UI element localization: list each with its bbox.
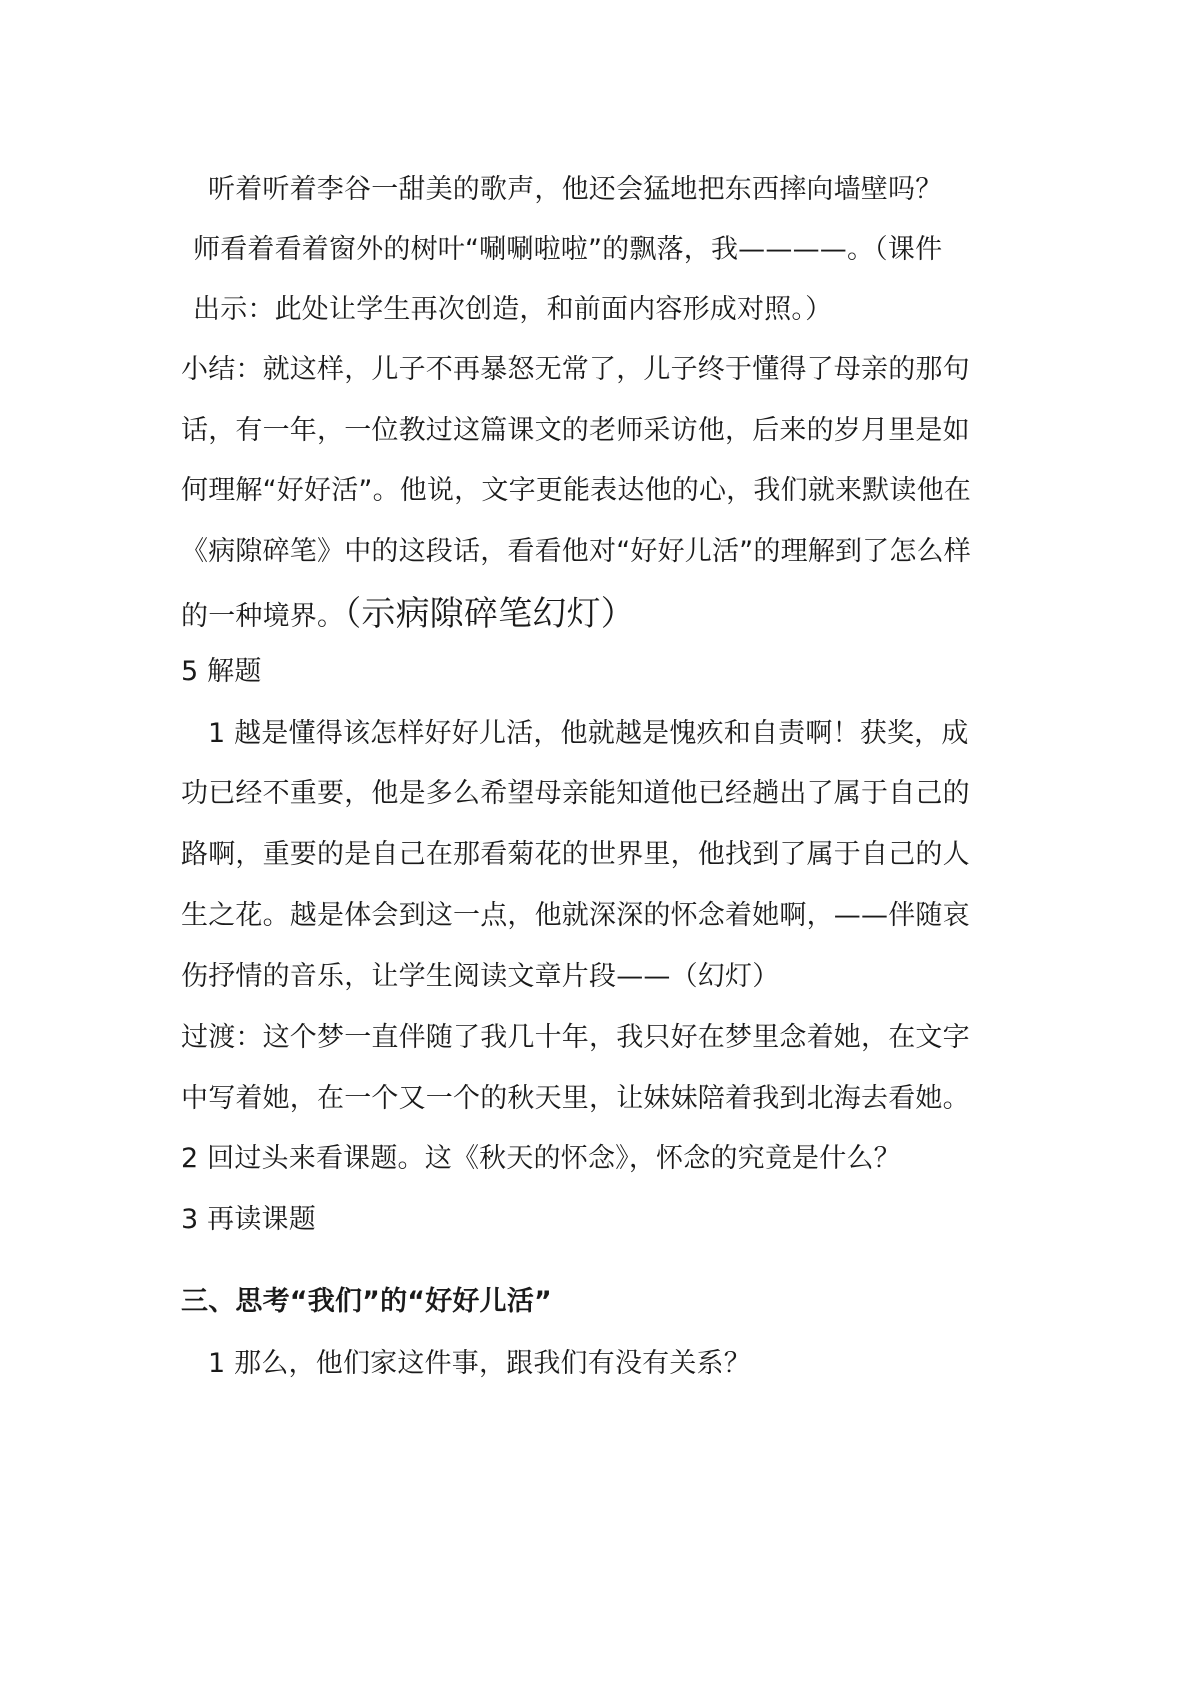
numbered-item: 2 回过头来看课题。这《秋天的怀念》，怀念的究竟是什么？ [181,1143,901,1174]
paragraph-line: 出示：此处让学生再次创造，和前面内容形成对照。） [193,294,833,325]
paragraph-line: 1 越是懂得该怎样好好儿活，他就越是愧疚和自责啊！获奖，成 [208,718,969,749]
paragraph-line: 生之花。越是体会到这一点，他就深深的怀念着她啊，——伴随哀 [181,900,970,931]
paragraph-text: 的一种境界。 [181,601,345,632]
paragraph-line: 伤抒情的音乐，让学生阅读文章片段——（幻灯） [181,961,780,992]
paragraph-line: 话，有一年，一位教过这篇课文的老师采访他，后来的岁月里是如 [181,415,970,446]
paragraph-line: 功已经不重要，他是多么希望母亲能知道他已经趟出了属于自己的 [181,778,970,809]
paragraph-line: 何理解“好好活”。他说，文字更能表达他的心，我们就来默读他在 [181,475,971,506]
summary-line: 小结：就这样，儿子不再暴怒无常了，儿子终于懂得了母亲的那句 [181,354,970,385]
paragraph-line: 听着听着李谷一甜美的歌声，他还会猛地把东西摔向墙壁吗？ [208,174,943,205]
section-heading: 5 解题 [181,656,262,687]
paragraph-line: 《病隙碎笔》中的这段话，看看他对“好好儿活”的理解到了怎么样 [181,536,971,567]
slide-note: （示病隙碎笔幻灯） [344,594,636,634]
numbered-item: 3 再读课题 [181,1204,316,1235]
numbered-item: 1 那么，他们家这件事，跟我们有没有关系？ [208,1348,751,1379]
transition-line: 过渡：这个梦一直伴随了我几十年，我只好在梦里念着她，在文字 [181,1022,970,1053]
section-title: 三、思考“我们”的“好好儿活” [181,1286,552,1317]
paragraph-line: 中写着她，在一个又一个的秋天里，让妹妹陪着我到北海去看她。 [181,1083,970,1114]
paragraph-line: 师看着看着窗外的树叶“唰唰啦啦”的飘落，我————。（课件 [193,234,943,265]
paragraph-line [181,596,635,635]
paragraph-line: 路啊，重要的是自己在那看菊花的世界里，他找到了属于自己的人 [181,839,970,870]
